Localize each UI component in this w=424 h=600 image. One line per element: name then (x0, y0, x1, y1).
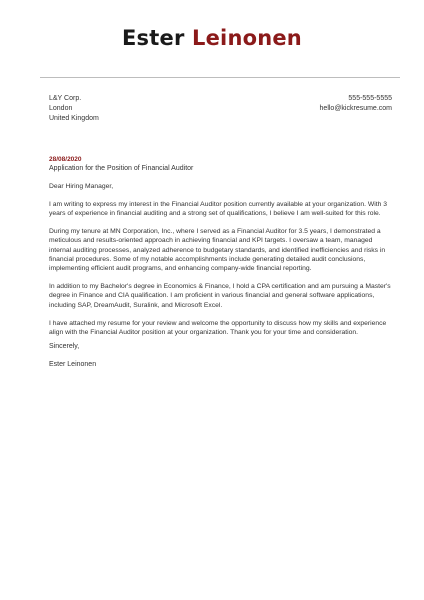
recipient-company: L&Y Corp. (49, 95, 82, 102)
body-paragraph-3: In addition to my Bachelor's degree in Economics & Finance, I hold a CPA certification and am pursuing a Master's degree in Finance and CIA qualification. I am proficient in various financial and general software applications, including SAP, DreamAudit, Suralink, and Microsoft Excel. (49, 283, 391, 309)
closing: Sincerely, (49, 343, 80, 350)
body-paragraph-4: I have attached my resume for your review and welcome the opportunity to discuss how my skills and experience align with the Financial Auditor position at your organization. Thank you for your time and consideration. (49, 319, 387, 336)
sender-phone: 555-555-5555 (348, 95, 392, 102)
letter-date: 28/08/2020 (49, 156, 82, 163)
body-paragraph-2: During my tenure at MN Corporation, Inc., where I served as a Financial Auditor for 3.5 years, I demonstrated a meticulous and results-oriented approach in achieving financial and KPI targets. I oversaw a team, managed internal auditing processes, analyzed adherence to budgetary standards, and identified inefficiencies and risks in financial procedures. Some of my notable accomplishments include generating detailed audit conclusions, implementing efficient audit programs, and enhancing company-wide financial reporting. (49, 228, 386, 273)
sender-contact (320, 94, 392, 114)
recipient-city: London (49, 105, 73, 112)
last-name: Leinonen (192, 26, 302, 50)
closing-block (49, 342, 96, 370)
page-title (0, 24, 424, 52)
recipient-country: United Kingdom (49, 115, 99, 122)
signature-name: Ester Leinonen (49, 361, 97, 368)
sender-email[interactable]: hello@kickresume.com (319, 105, 392, 112)
salutation: Dear Hiring Manager, (49, 183, 114, 190)
header-divider (40, 77, 400, 78)
letter-body (49, 182, 394, 346)
body-paragraph-1: I am writing to express my interest in the Financial Auditor position currently available at your organization. With 3 years of experience in financial auditing and a strong set of qualifications, I believe I am well-suited for this role. (49, 200, 388, 218)
first-name: Ester (122, 26, 185, 50)
letter-subject: Application for the Position of Financial Auditor (49, 165, 194, 172)
recipient-address (49, 94, 99, 124)
